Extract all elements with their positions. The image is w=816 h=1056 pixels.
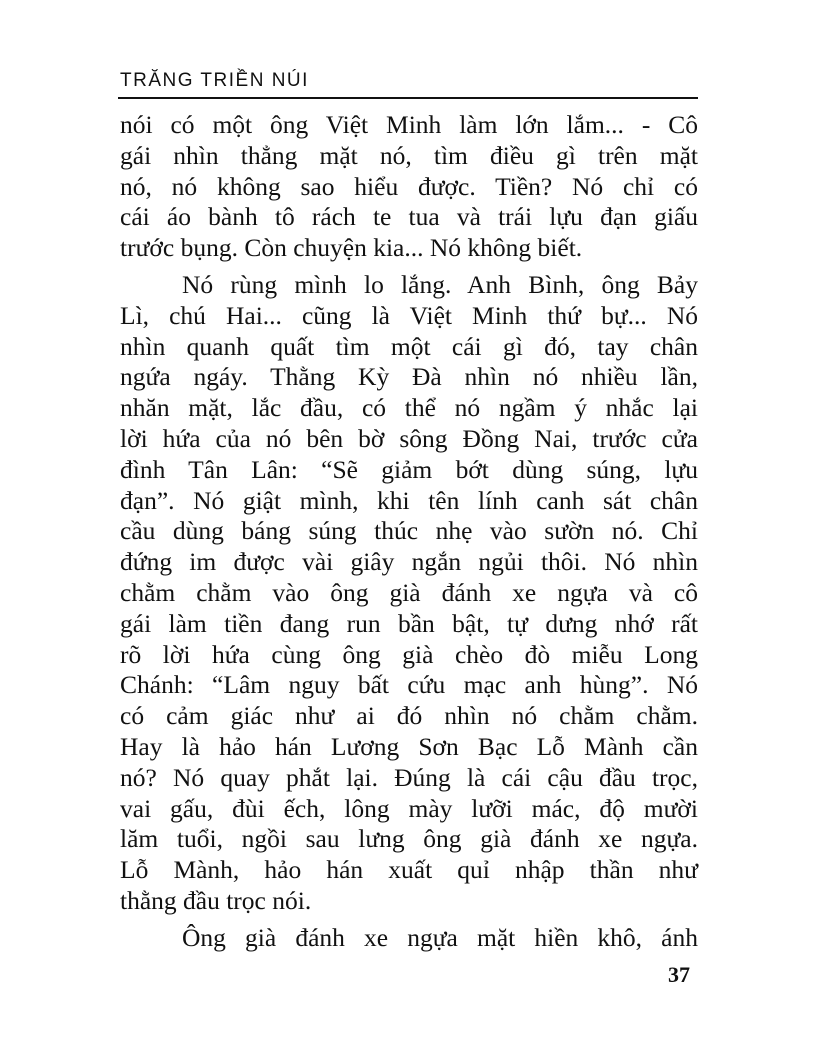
text-line: vai gấu, đùi ếch, lông mày lưỡi mác, độ mười (120, 793, 698, 823)
text-line: rõ lời hứa cùng ông già chèo đò miễu Long (120, 639, 698, 669)
text-line: đình Tân Lân: “Sẽ giảm bớt dùng súng, lựu (120, 454, 698, 484)
text-line: Nó rùng mình lo lắng. Anh Bình, ông Bảy (182, 269, 698, 299)
header-divider (118, 97, 698, 99)
text-line: nhìn quanh quất tìm một cái gì đó, tay chân (120, 331, 698, 361)
text-line: Lỗ Mành, hảo hán xuất quỉ nhập thần như (120, 855, 698, 885)
text-line: chằm chằm vào ông già đánh xe ngựa và cô (120, 577, 698, 607)
text-line: lăm tuổi, ngồi sau lưng ông già đánh xe ngựa. (120, 824, 698, 854)
text-line: nói có một ông Việt Minh làm lớn lắm... - Cô (120, 110, 698, 139)
text-line: nó? Nó quay phắt lại. Đúng là cái cậu đầu trọc, (120, 762, 698, 792)
body-text (120, 110, 698, 960)
text-line: gái nhìn thẳng mặt nó, tìm điều gì trên mặt (120, 140, 698, 170)
text-line: ngứa ngáy. Thằng Kỳ Đà nhìn nó nhiều lần, (120, 362, 698, 392)
text-line: cầu dùng báng súng thúc nhẹ vào sườn nó. Chỉ (120, 516, 698, 546)
text-line: Chánh: “Lâm nguy bất cứu mạc anh hùng”. Nó (120, 670, 698, 700)
text-line: nhăn mặt, lắc đầu, có thể nó ngầm ý nhắc lại (120, 393, 698, 423)
text-line: trước bụng. Còn chuyện kia... Nó không biết. (120, 233, 583, 263)
text-line: nó, nó không sao hiểu được. Tiền? Nó chỉ có (120, 171, 698, 201)
text-line: cái áo bành tô rách te tua và trái lựu đạn giấu (120, 202, 698, 232)
paragraph (120, 110, 698, 264)
text-line: đứng im được vài giây ngắn ngủi thôi. Nó nhìn (120, 547, 698, 577)
text-line: đạn”. Nó giật mình, khi tên lính canh sát chân (120, 485, 698, 515)
page-number: 37 (668, 962, 690, 987)
text-line: gái làm tiền đang run bần bật, tự dưng nhớ rất (120, 608, 698, 638)
text-line: Ông già đánh xe ngựa mặt hiền khô, ánh (182, 922, 698, 952)
paragraph (120, 923, 698, 954)
text-line: Lì, chú Hai... cũng là Việt Minh thứ bự... Nó (120, 300, 698, 330)
text-line: Hay là hảo hán Lương Sơn Bạc Lỗ Mành cần (120, 731, 698, 761)
text-line: lời hứa của nó bên bờ sông Đồng Nai, trước cửa (120, 423, 698, 453)
paragraph (120, 270, 698, 917)
text-line: có cảm giác như ai đó nhìn nó chằm chằm. (120, 701, 698, 731)
running-header: TRĂNG TRIỀN NÚI (120, 70, 309, 91)
text-line: thằng đầu trọc nói. (120, 885, 312, 915)
